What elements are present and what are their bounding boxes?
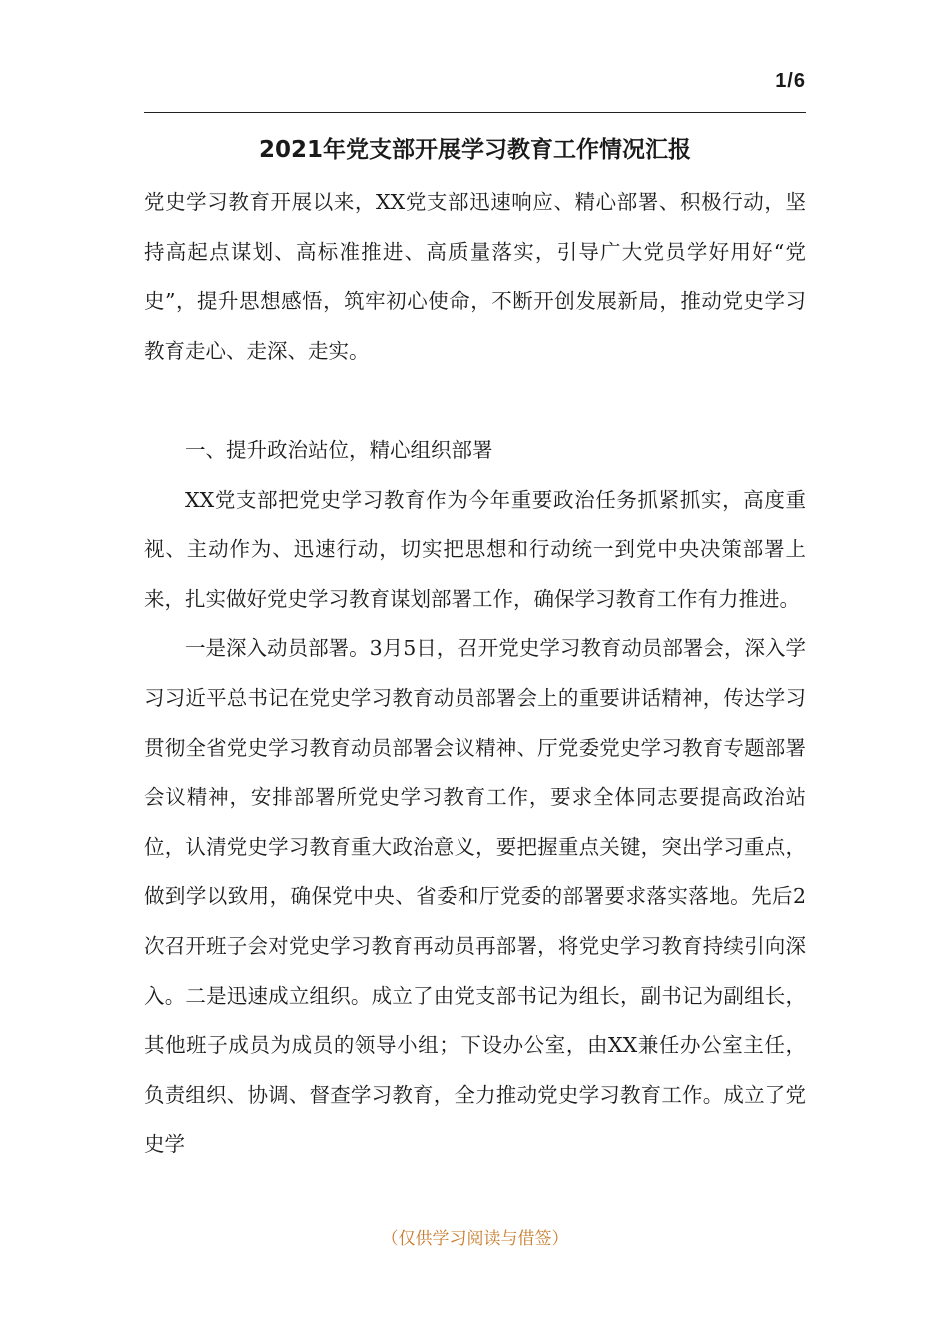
section-heading: 一、提升政治站位，精心组织部署 xyxy=(185,437,493,462)
document-body xyxy=(144,178,806,1170)
intro-paragraph: 党史学习教育开展以来，XX党支部迅速响应、精心部署、积极行动，坚持高起点谋划、高标准推进、高质量落实，引导广大党员学好用好“党史”，提升思想感悟，筑牢初心使命，不断开创发展新局，推动党史学习教育走心、走深、走实。 xyxy=(144,190,806,363)
body-paragraph: XX党支部把党史学习教育作为今年重要政治任务抓紧抓实，高度重视、主动作为、迅速行动，切实把思想和行动统一到党中央决策部署上来，扎实做好党史学习教育谋划部署工作，确保学习教育工作有力推进。 xyxy=(144,487,806,611)
header-divider xyxy=(144,112,806,113)
paragraph-gap xyxy=(144,376,806,426)
document-title: 2021年党支部开展学习教育工作情况汇报 xyxy=(258,137,691,163)
body-paragraph: 一是深入动员部署。3月5日，召开党史学习教育动员部署会，深入学习习近平总书记在党史学习教育动员部署会上的重要讲话精神，传达学习贯彻全省党史学习教育动员部署会议精神、厅党委党史学习教育专题部署会议精神，安排部署所党史学习教育工作，要求全体同志要提高政治站位，认清党史学习教育重大政治意义，要把握重点关键，突出学习重点，做到学以致用，确保党中央、省委和厅党委的部署要求落实落地。先后2次召开班子会对党史学习教育再动员再部署，将党史学习教育持续引向深入。二是迅速成立组织。成立了由党支部书记为组长，副书记为副组长，其他班子成员为成员的领导小组；下设办公室，由XX兼任办公室主任，负责组织、协调、督查学习教育，全力推动党史学习教育工作。成立了党史学 xyxy=(144,636,806,1157)
footer-note: （仅供学习阅读与借签） xyxy=(381,1229,569,1249)
page-number: 1/6 xyxy=(775,70,806,92)
